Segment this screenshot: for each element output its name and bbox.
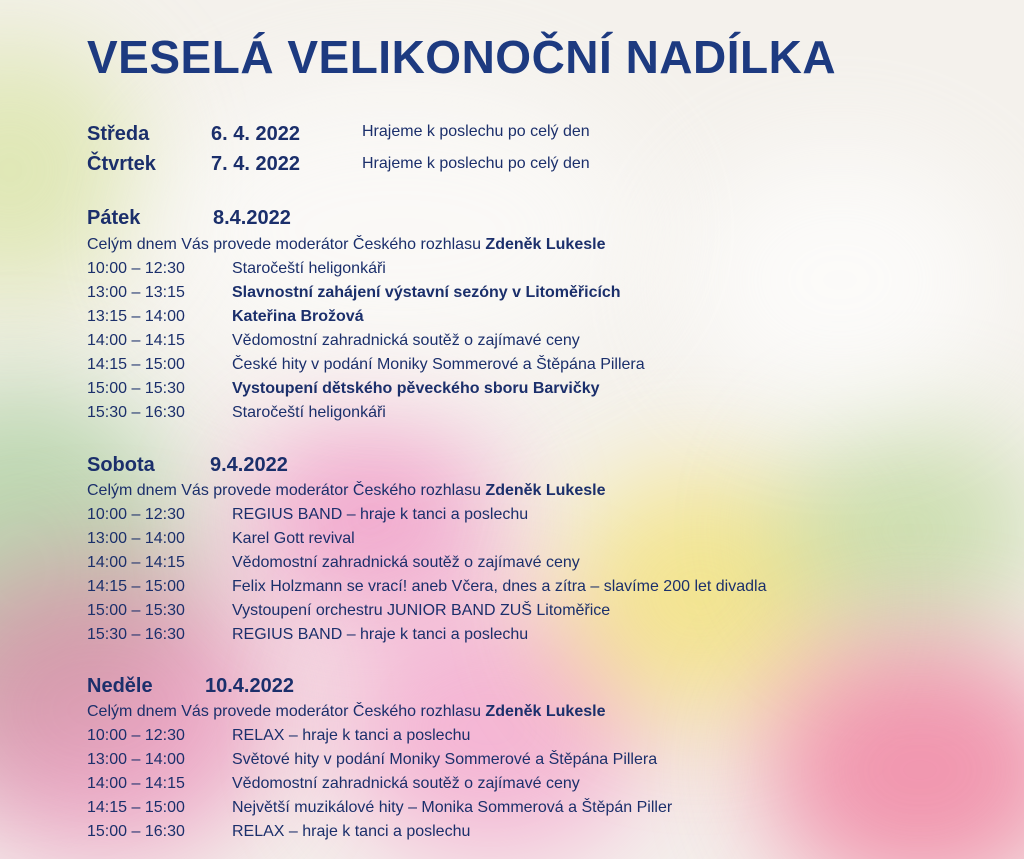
- day-date: 10.4.2022: [205, 675, 294, 697]
- schedule-act: RELAX – hraje k tanci a poslechu: [232, 823, 471, 840]
- intro-date-2: 7. 4. 2022: [211, 153, 300, 175]
- schedule-time: 14:15 – 15:00: [87, 356, 185, 373]
- schedule-time: 15:30 – 16:30: [87, 404, 185, 421]
- schedule-time: 13:15 – 14:00: [87, 308, 185, 325]
- schedule-act: Felix Holzmann se vrací! aneb Včera, dnes a zítra – slavíme 200 let divadla: [232, 578, 767, 595]
- day-heading: Sobota: [87, 454, 155, 476]
- schedule-time: 14:00 – 14:15: [87, 554, 185, 571]
- host-line: [87, 482, 605, 500]
- schedule-act: REGIUS BAND – hraje k tanci a poslechu: [232, 626, 529, 643]
- schedule-time: 15:30 – 16:30: [87, 626, 185, 643]
- schedule-time: 14:00 – 14:15: [87, 332, 185, 349]
- schedule-act: Staročeští heligonkáři: [232, 260, 386, 277]
- intro-day-2: Čtvrtek: [87, 153, 156, 175]
- host-text: Celým dnem Vás provede moderátor Českého rozhlasu: [87, 236, 486, 253]
- schedule-act: Karel Gott revival: [232, 530, 355, 547]
- host-text: Celým dnem Vás provede moderátor Českého rozhlasu: [87, 482, 486, 499]
- schedule-act: Kateřina Brožová: [232, 308, 364, 325]
- host-line: [87, 236, 605, 254]
- schedule-act: REGIUS BAND – hraje k tanci a poslechu: [232, 506, 529, 523]
- schedule-time: 13:00 – 13:15: [87, 284, 185, 301]
- host-name: Zdeněk Lukesle: [485, 236, 606, 253]
- schedule-time: 10:00 – 12:30: [87, 506, 185, 523]
- schedule-act: Staročeští heligonkáři: [232, 404, 386, 421]
- page-title: VESELÁ VELIKONOČNÍ NADÍLKA: [87, 31, 837, 83]
- day-heading: Neděle: [87, 675, 153, 697]
- day-date: 9.4.2022: [210, 454, 288, 476]
- schedule-act: České hity v podání Moniky Sommerové a Štěpána Pillera: [232, 356, 645, 373]
- schedule-time: 13:00 – 14:00: [87, 530, 185, 547]
- schedule-act: Vědomostní zahradnická soutěž o zajímavé ceny: [232, 554, 580, 571]
- host-name: Zdeněk Lukesle: [485, 482, 606, 499]
- intro-day-1: Středa: [87, 123, 150, 145]
- schedule-act: Vědomostní zahradnická soutěž o zajímavé ceny: [232, 332, 580, 349]
- schedule-time: 10:00 – 12:30: [87, 260, 185, 277]
- schedule-act: Vědomostní zahradnická soutěž o zajímavé ceny: [232, 775, 580, 792]
- schedule-time: 10:00 – 12:30: [87, 727, 185, 744]
- schedule-time: 15:00 – 15:30: [87, 602, 185, 619]
- schedule-time: 15:00 – 15:30: [87, 380, 185, 397]
- host-text: Celým dnem Vás provede moderátor Českého rozhlasu: [87, 703, 486, 720]
- intro-note-2: Hrajeme k poslechu po celý den: [362, 155, 590, 172]
- schedule-act: Slavnostní zahájení výstavní sezóny v Litoměřicích: [232, 284, 621, 301]
- schedule-act: Vystoupení orchestru JUNIOR BAND ZUŠ Litoměřice: [232, 602, 611, 619]
- day-date: 8.4.2022: [213, 207, 291, 229]
- host-name: Zdeněk Lukesle: [485, 703, 606, 720]
- schedule-time: 14:15 – 15:00: [87, 578, 185, 595]
- host-line: [87, 703, 605, 721]
- schedule-act: Vystoupení dětského pěveckého sboru Barvičky: [232, 380, 600, 397]
- intro-note-1: Hrajeme k poslechu po celý den: [362, 123, 590, 140]
- schedule-time: 15:00 – 16:30: [87, 823, 185, 840]
- intro-date-1: 6. 4. 2022: [211, 123, 300, 145]
- schedule-time: 13:00 – 14:00: [87, 751, 185, 768]
- schedule-time: 14:15 – 15:00: [87, 799, 185, 816]
- schedule-time: 14:00 – 14:15: [87, 775, 185, 792]
- schedule-act: Světové hity v podání Moniky Sommerové a Štěpána Pillera: [232, 751, 658, 768]
- day-heading: Pátek: [87, 207, 141, 229]
- schedule-act: Největší muzikálové hity – Monika Sommerová a Štěpán Piller: [232, 799, 673, 816]
- schedule-act: RELAX – hraje k tanci a poslechu: [232, 727, 471, 744]
